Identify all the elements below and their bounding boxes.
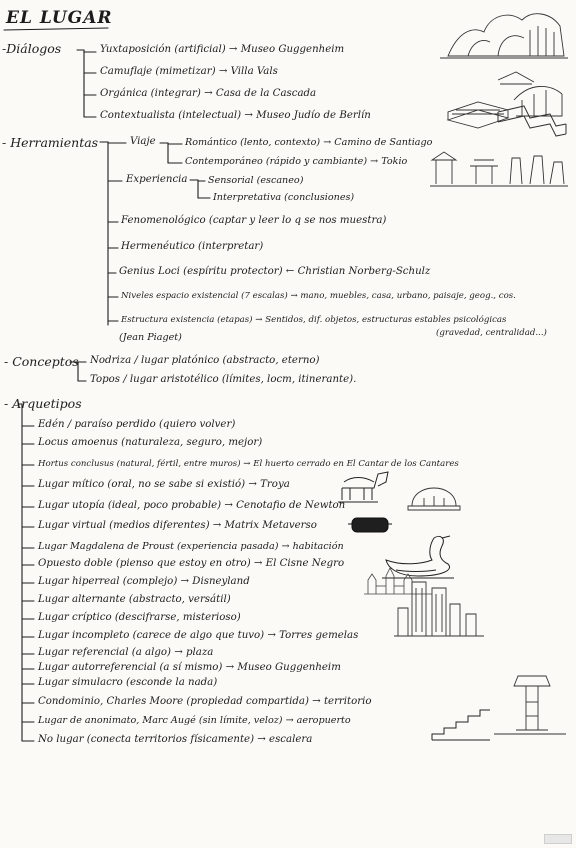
arquetipo-item: Condominio, Charles Moore (propiedad compartida) → territorio — [38, 696, 372, 707]
arquetipo-item: Hortus conclusus (natural, fértil, entre muros) → El huerto cerrado en El Cantar de los Cantares — [38, 459, 459, 469]
dialogos-item: Yuxtaposición (artificial) → Museo Guggenheim — [100, 44, 345, 55]
dialogos-item: Orgánica (integrar) → Casa de la Cascada — [100, 88, 317, 99]
arquetipo-item: Lugar de anonimato, Marc Augé (sin límite, veloz) → aeropuerto — [38, 715, 351, 726]
page-title: EL LUGAR — [6, 8, 113, 28]
arquetipo-item: Lugar utopía (ideal, poco probable) → Cenotafio de Newton — [38, 500, 346, 511]
dialogos-item: Camuflaje (mimetizar) → Villa Vals — [100, 66, 278, 77]
arquetipo-item: Locus amoenus (naturaleza, seguro, mejor) — [38, 437, 263, 448]
newton-cenotaph-sketch — [404, 476, 464, 512]
section-conceptos-label: - Conceptos — [4, 354, 79, 369]
arquetipo-item: Lugar hiperreal (complejo) → Disneyland — [38, 576, 250, 587]
viaje-item: Contemporáneo (rápido y cambiante) → Tokio — [185, 156, 408, 167]
watermark-logo — [544, 834, 572, 844]
arquetipo-item: Lugar virtual (medios diferentes) → Matrix Metaverso — [38, 520, 317, 531]
conceptos-item: Topos / lugar aristotélico (límites, locm, itinerante). — [90, 374, 357, 385]
stairs-sketch — [430, 706, 492, 742]
arquetipo-item: No lugar (conecta territorios físicamente) → escalera — [38, 734, 313, 745]
twin-towers-sketch — [394, 578, 486, 638]
section-dialogos-label: -Diálogos — [2, 41, 62, 56]
herramientas-item-author: (Jean Piaget) — [119, 332, 182, 343]
arquetipo-item: Lugar referencial (a algo) → plaza — [38, 647, 214, 658]
section-herramientas-label: - Herramientas — [2, 135, 99, 150]
experiencia-item: Sensorial (escaneo) — [208, 175, 304, 186]
experiencia-item: Interpretativa (conclusiones) — [213, 192, 355, 203]
arquetipo-item: Lugar mítico (oral, no se sabe si existió) → Troya — [38, 479, 290, 490]
arquetipo-item: Lugar simulacro (esconde la nada) — [38, 677, 218, 688]
viaje-item: Romántico (lento, contexto) → Camino de Santiago — [185, 137, 433, 148]
airport-tower-sketch — [494, 672, 568, 738]
herramientas-item: Fenomenológico (captar y leer lo q se nos muestra) — [121, 215, 387, 226]
dialogos-item: Contextualista (intelectual) → Museo Judío de Berlín — [100, 110, 371, 121]
tokyo-sketch — [430, 148, 568, 188]
arquetipo-item: Lugar alternante (abstracto, versátil) — [38, 594, 231, 605]
herramientas-experiencia: Experiencia — [126, 174, 188, 185]
troy-horse-sketch — [334, 464, 394, 506]
arquetipo-item: Lugar autorreferencial (a sí mismo) → Museo Guggenheim — [38, 662, 341, 673]
herramientas-item-note: (gravedad, centralidad...) — [436, 328, 547, 338]
herramientas-item: Hermenéutico (interpretar) — [121, 241, 264, 252]
arquetipo-item: Edén / paraíso perdido (quiero volver) — [38, 419, 236, 430]
herramientas-item: Estructura existencia (etapas) → Sentidos, dif. objetos, estructuras estables psicológicas — [121, 315, 507, 325]
jewish-museum-sketch — [494, 100, 570, 144]
arquetipo-item: Opuesto doble (pienso que estoy en otro) → El Cisne Negro — [38, 558, 345, 569]
arquetipo-item: Lugar Magdalena de Proust (experiencia pasada) → habitación — [38, 541, 344, 552]
arquetipo-item: Lugar incompleto (carece de algo que tuvo) → Torres gemelas — [38, 630, 359, 641]
section-arquetipos-label: - Arquetipos — [4, 396, 82, 411]
herramientas-item: Genius Loci (espíritu protector) ← Christian Norberg-Schulz — [119, 266, 431, 277]
guggenheim-sketch — [438, 2, 570, 60]
arquetipo-item: Lugar críptico (descifrarse, misterioso) — [38, 612, 241, 623]
conceptos-item: Nodriza / lugar platónico (abstracto, eterno) — [90, 355, 320, 366]
herramientas-viaje: Viaje — [130, 136, 156, 147]
herramientas-item: Niveles espacio existencial (7 escalas) → mano, muebles, casa, urbano, paisaje, geog., cos. — [121, 291, 516, 301]
